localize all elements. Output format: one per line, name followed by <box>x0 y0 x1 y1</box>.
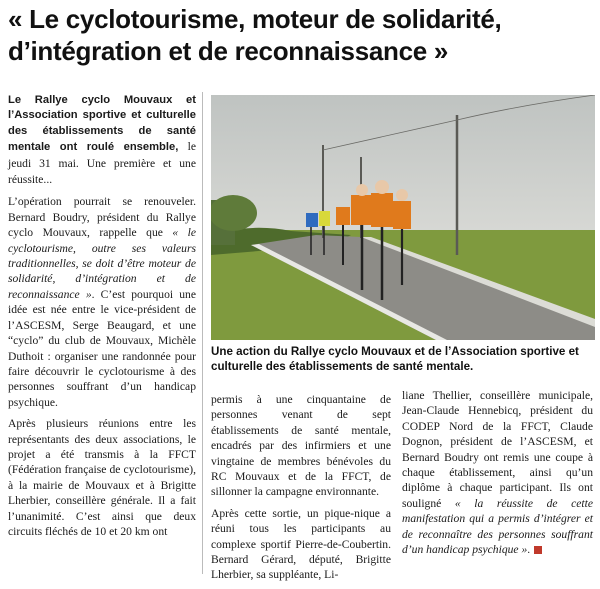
right-column <box>402 388 593 563</box>
left-p1-quote: « le cyclotourisme, outre ses valeurs traditionnelles, se doit d’être moteur de solidarité, d’intégration et de reconnaissance » <box>8 226 196 301</box>
cyclist-yellow <box>319 211 330 226</box>
head <box>356 184 368 196</box>
left-p1-b: . C’est pourquoi une idée est née entre le vice-président de l’ASCESM, Serge Beaugard, et une “cyclo” du club de Mouvaux, Michèle Duthoit : organiser une randonnée pour faire découvrir le cyclotourisme à des personnes souffrant d’un handicap psychique. <box>8 287 196 409</box>
left-paragraph-1 <box>8 194 196 410</box>
photo-caption: Une action du Rallye cyclo Mouvaux et de l’Association sportive et culturelle des établissements de santé mentale. <box>211 345 579 373</box>
head <box>396 189 408 201</box>
right-p1-a: liane Thellier, conseillère municipale, Jean-Claude Hennebicq, président du CODEP Nord de la FFCT, Claude Dognon, président de l’ASCESM, et Bernard Boudry ont remis une coupe à chaque établissement, ainsi qu’un diplôme à chaque participant. Ils ont souligné <box>402 389 593 510</box>
article-end-mark <box>534 546 542 554</box>
right-p1-quote: « la réussite de cette manifestation qui a permis d’intégrer et de reconnaître des personnes souffrant d’un handicap psychique » <box>402 496 593 557</box>
right-paragraph-1 <box>402 388 593 557</box>
cyclists-photo <box>211 95 595 340</box>
photo-illustration <box>211 95 595 340</box>
middle-paragraph-1: permis à une cinquantaine de personnes venant de sept établissements de santé mentale, encadrés par des infirmiers et une vingtaine de membres bénévoles du RC Mouvaux et de la FFCT, de sillonner la campagne environnante. <box>211 393 391 499</box>
column-divider <box>202 92 203 574</box>
middle-column <box>211 392 391 589</box>
cyclist-orange <box>336 207 350 225</box>
middle-paragraph-2: Après cette sortie, un pique-nique a réuni tous les participants au complexe sportif Pierre-de-Coubertin. Bernard Gérard, député, Brigitte Lherbier, sa suppléante, Li- <box>211 506 391 582</box>
cyclist-orange <box>393 201 411 229</box>
cyclist-blue <box>306 213 318 227</box>
left-p1-a: L’opération pourrait se renouveler. Bernard Boudry, président du Rallye cyclo Mouvaux, rappelle que <box>8 195 196 240</box>
tree-canopy <box>211 195 257 231</box>
left-column <box>8 93 196 545</box>
right-p1-b: . <box>527 543 531 557</box>
intro-paragraph <box>8 93 196 188</box>
cyclist-orange <box>371 193 393 227</box>
head <box>375 180 389 194</box>
intro-bold: Le Rallye cyclo Mouvaux et l’Association sportive et culturelle des établissements de santé mentale ont roulé ensemble, <box>8 94 196 154</box>
cyclist-orange <box>351 195 373 225</box>
left-paragraph-2: Après plusieurs réunions entre les représentants des deux associations, le projet a été transmis à la FFCT (Fédération française de cyclotourisme), à la mairie de Mouvaux et à Brigitte Lherbier, conseillère générale. Il a fait l’unanimité. C’est ainsi que deux circuits fléchés de 10 et 20 km ont <box>8 417 196 538</box>
headline: « Le cyclotourisme, moteur de solidarité, d’intégration et de reconnaissance » <box>8 4 502 66</box>
intro-rest: le jeudi 31 mai. Une première et une réussite... <box>8 140 196 187</box>
